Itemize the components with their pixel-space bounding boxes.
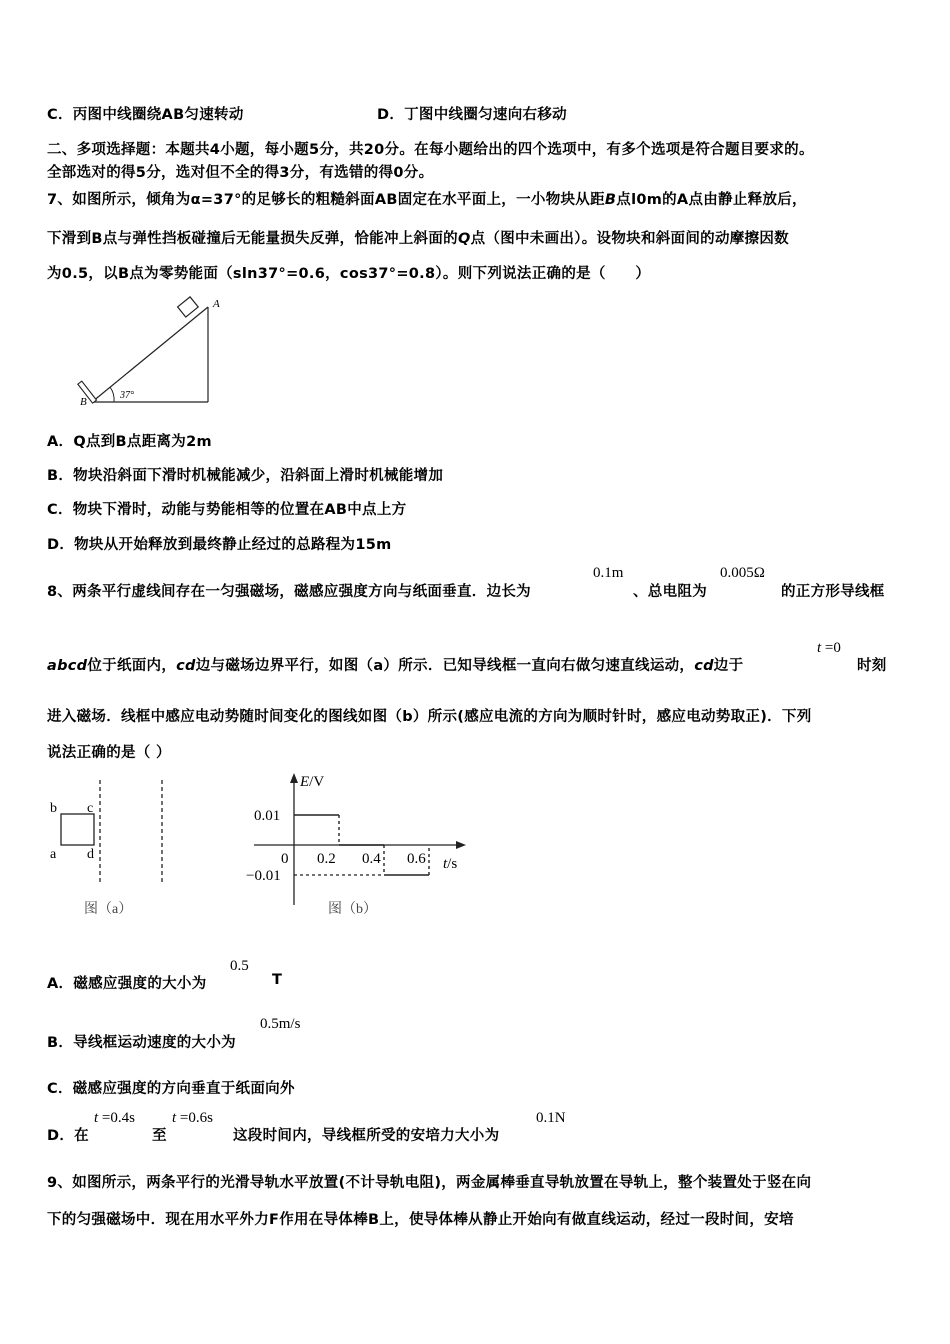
figure-a-caption: 图（a） [84, 902, 133, 917]
q7-line3: 为0.5，以B点为零势能面（sln37°=0.6，cos37°=0.8）。则下列说法正确的是（ ） [47, 266, 651, 282]
ytick-label: 0.01 [254, 808, 281, 824]
incline-angle-label: 37° [120, 390, 134, 401]
q8-option-d-t2: t =0.6s [172, 1110, 213, 1126]
corner-d: d [87, 847, 94, 862]
incline-label-b: B [80, 396, 87, 408]
q8-option-a: A．磁感应强度的大小为 [47, 976, 207, 992]
q8-line2-end: 时刻 [857, 658, 887, 674]
section-heading-line2: 全部选对的得5分，选对但不全的得3分，有选错的得0分。 [47, 165, 434, 181]
q8-option-d-value: 0.1N [536, 1110, 566, 1126]
q8-line3: 进入磁场．线框中感应电动势随时间变化的图线如图（b）所示(感应电流的方向为顺时针时，感应电动势取正)．下列 [47, 709, 812, 725]
ytick-label: −0.01 [246, 868, 281, 884]
square-frame [61, 814, 94, 845]
xtick-label: 0.6 [407, 851, 426, 867]
x-axis-arrow [456, 841, 466, 849]
corner-c: c [87, 801, 94, 816]
q8-line1-b: 、总电阻为 [633, 584, 707, 600]
q7-option-c: C．物块下滑时，动能与势能相等的位置在AB中点上方 [47, 502, 407, 518]
q8-line1-c: 的正方形导线框 [781, 584, 885, 600]
q8-line4: 说法正确的是（ ） [47, 745, 171, 761]
q7-line1: 7、如图所示，倾角为α=37°的足够长的粗糙斜面AB固定在水平面上，一小物块从距B点l0m的A点由静止释放后， [47, 192, 807, 208]
q8-line2: abcd位于纸面内，cd边与磁场边界平行，如图（a）所示．已知导线框一直向右做匀速直线运动，cd边于 [47, 658, 744, 674]
q7-option-d: D．物块从开始释放到最终静止经过的总路程为15m [47, 537, 392, 553]
figure-b-caption: 图（b） [328, 902, 377, 917]
q7-option-a: A．Q点到B点距离为2m [47, 434, 212, 450]
q9-line1: 9、如图所示，两条平行的光滑导轨水平放置(不计导轨电阻)，两金属棒垂直导轨放置在导轨上，整个装置处于竖在向 [47, 1175, 812, 1191]
incline-label-a: A [213, 298, 220, 310]
corner-b: b [50, 801, 57, 816]
q8-length-value: 0.1m [593, 565, 624, 581]
incline-figure [70, 292, 230, 407]
q8-option-d-start: D．在 [47, 1128, 89, 1144]
origin-label: 0 [281, 851, 289, 867]
q9-line2: 下的匀强磁场中．现在用水平外力F作用在导体棒B上，使导体棒从静止开始向有做直线运动，经过一段时间，安培 [47, 1212, 794, 1228]
q8-option-c: C．磁感应强度的方向垂直于纸面向外 [47, 1081, 295, 1097]
q8-option-d-t1: t =0.4s [94, 1110, 135, 1126]
q8-option-a-unit: T [272, 972, 283, 988]
q7-option-b: B．物块沿斜面下滑时机械能减少，沿斜面上滑时机械能增加 [47, 468, 444, 484]
option-d-prev: D．丁图中线圈匀速向右移动 [377, 107, 567, 123]
q8-option-b-value: 0.5m/s [260, 1016, 301, 1032]
y-axis-arrow [290, 773, 298, 783]
xtick-label: 0.2 [317, 851, 336, 867]
x-axis-label: t/s [443, 856, 458, 872]
q7-line2: 下滑到B点与弹性挡板碰撞后无能量损失反弹，恰能冲上斜面的Q点（图中未画出）。设物块和斜面间的动摩擦因数 [47, 231, 789, 247]
corner-a: a [50, 847, 57, 862]
q8-option-b: B．导线框运动速度的大小为 [47, 1035, 236, 1051]
section-heading-line1: 二、多项选择题：本题共4小题，每小题5分，共20分。在每小题给出的四个选项中，有多个选项是符合题目要求的。 [47, 142, 814, 158]
y-axis-label: E/V [300, 774, 325, 790]
q8-line1-a: 8、两条平行虚线间存在一匀强磁场，磁感应强度方向与纸面垂直．边长为 [47, 584, 531, 600]
q8-t0-value: t =0 [817, 640, 841, 656]
q8-resistance-value: 0.005Ω [720, 565, 765, 581]
xtick-label: 0.4 [362, 851, 381, 867]
figure-b-chart [240, 770, 480, 925]
q8-option-a-value: 0.5 [230, 958, 249, 974]
q8-option-d-mid: 至 [152, 1128, 167, 1144]
option-c-prev: C．丙图中线圈绕AB匀速转动 [47, 107, 244, 123]
figure-a [40, 775, 180, 925]
q8-option-d-end: 这段时间内，导线框所受的安培力大小为 [233, 1128, 500, 1144]
